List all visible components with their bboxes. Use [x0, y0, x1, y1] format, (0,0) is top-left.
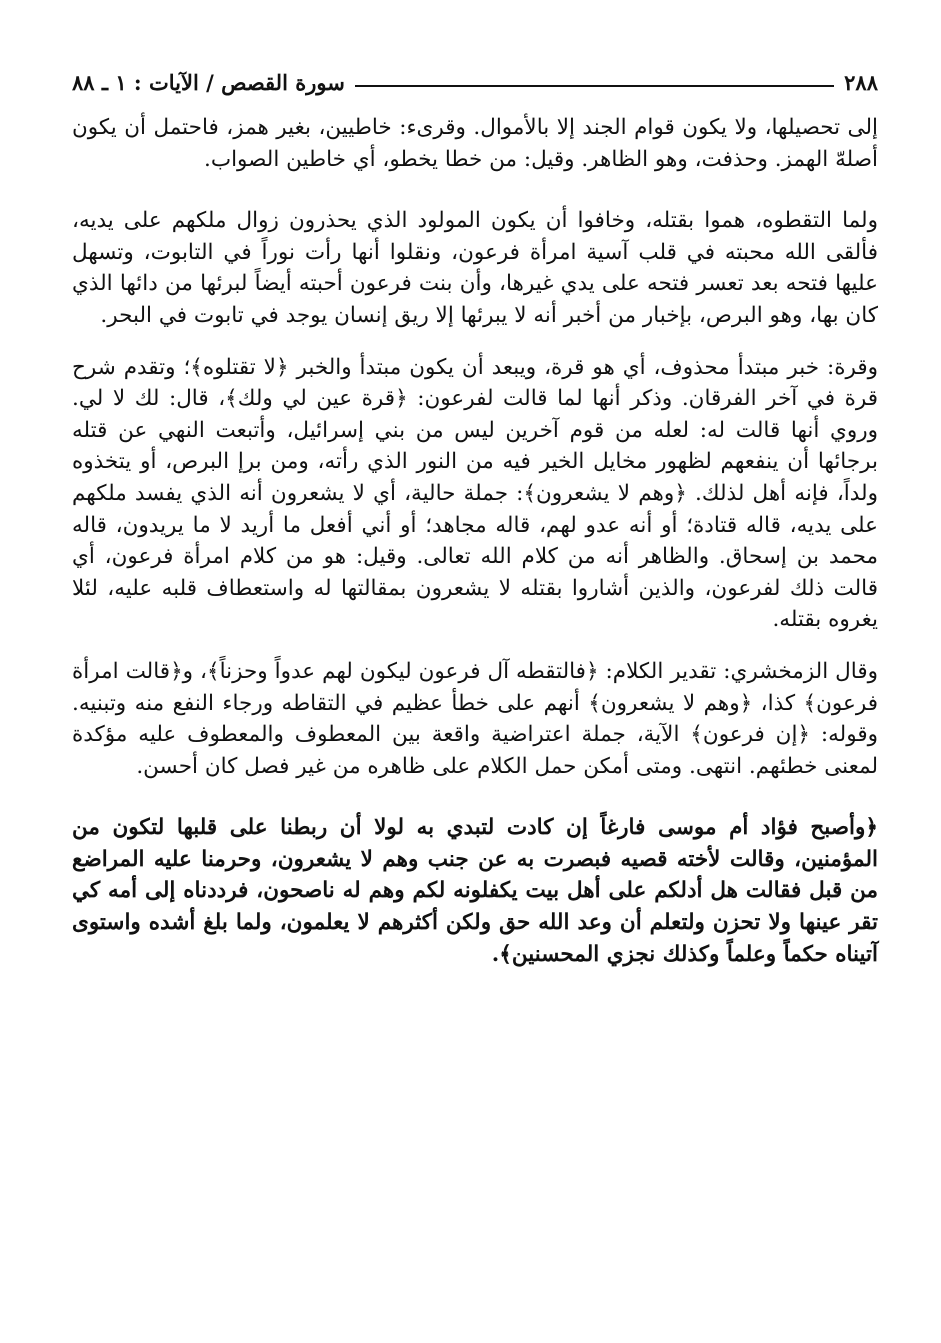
paragraph-3: وقرة: خبر مبتدأ محذوف، أي هو قرة، ويبعد أن يكون مبتدأ والخبر ﴿لا تقتلوه﴾؛ وتقدم شرح قرة في آخر الفرقان. وذكر أنها لما قالت لفرعون: ﴿قرة عين لي ولك﴾، قال: لك لا لي. وروي أنها قالت له: لعله من قوم آخرين ليس من بني إسرائيل، وأتبعت النهي عن قتله برجائها أن ينفعهم لظهور مخايل الخير فيه من النور الذي رأته، ومن برإ البرص، أو يتخذوه ولداً، فإنه أهل لذلك. ﴿وهم لا يشعرون﴾: جملة حالية، أي لا يشعرون أنه الذي يفسد ملكهم على يديه، قاله قتادة؛ أو أنه عدو لهم، قاله مجاهد؛ أو أني أفعل ما أريد لا ما يريدون، قاله محمد بن إسحاق. والظاهر أنه من كلام الله تعالى. وقيل: هو من كلام امرأة فرعون، أي قالت ذلك لفرعون، والذين أشاروا بقتله لا يشعرون بمقالتها له واستعطاف قلبه عليه، لئلا يغروه بقتله.: [72, 354, 879, 633]
quran-verse-block: ﴿وأصبح فؤاد أم موسى فارغاً إن كادت لتبدي به لولا أن ربطنا على قلبها لتكون من المؤمنين، وقالت لأخته قصيه فبصرت به عن جنب وهم لا يشعرون، وحرمنا عليه المراضع من قبل فقالت هل أدلكم على أهل بيت يكفلونه لكم وهم له ناصحون، فرددناه إلى أمه كي تقر عينها ولا تحزن ولتعلم أن وعد الله حق ولكن أكثرهم لا يعلمون، ولما بلغ أشده واستوى آتيناه حكماً وعلماً وكذلك نجزي المحسنين﴾.: [72, 815, 878, 967]
paragraph-1: إلى تحصيلها، ولا يكون قوام الجند إلا بالأموال. وقرىء: خاطيين، بغير همز، فاحتمل أن يكون أصلهّ الهمز. وحذفت، وهو الظاهر. وقيل: من خطا يخطو، أي خاطين الصواب.: [72, 115, 878, 172]
paragraph-2: ولما التقطوه، هموا بقتله، وخافوا أن يكون المولود الذي يحذرون زوال ملكهم على يديه، فألقى الله محبته في قلب آسية امرأة فرعون، ونقلوا أنها رأت نوراً في التابوت، وتسهل عليها فتحه بعد تعسر فتحه على يدي غيرها، وأن بنت فرعون أحبته أيضاً لبرئها من دائها الذي كان بها، وهو البرص، بإخبار من أخبر أنه لا يبرئها إلا ريق إنسان يوجد في تابوت في البحر.: [72, 208, 878, 328]
paragraph-4: وقال الزمخشري: تقدير الكلام: ﴿فالتقطه آل فرعون ليكون لهم عدواً وحزناً﴾، و﴿قالت امرأة فرعون﴾ كذا، ﴿وهم لا يشعرون﴾ أنهم على خطأ عظيم في التقاطه ورجاء النفع منه وتبنيه. وقوله: ﴿إن فرعون﴾ الآية، جملة اعتراضية واقعة بين المعطوف والمعطوف عليه مؤكدة لمعنى خطئهم. انتهى. ومتى أمكن حمل الكلام على ظاهره من غير فصل كان أحسن.: [72, 658, 878, 779]
book-page: [72, 62, 878, 970]
page-number: ٢٨٨: [844, 69, 878, 95]
page-header: [72, 62, 878, 102]
header-rule: [355, 85, 834, 87]
running-title: سورة القصص / الآيات : ١ ـ ٨٨: [72, 69, 345, 95]
